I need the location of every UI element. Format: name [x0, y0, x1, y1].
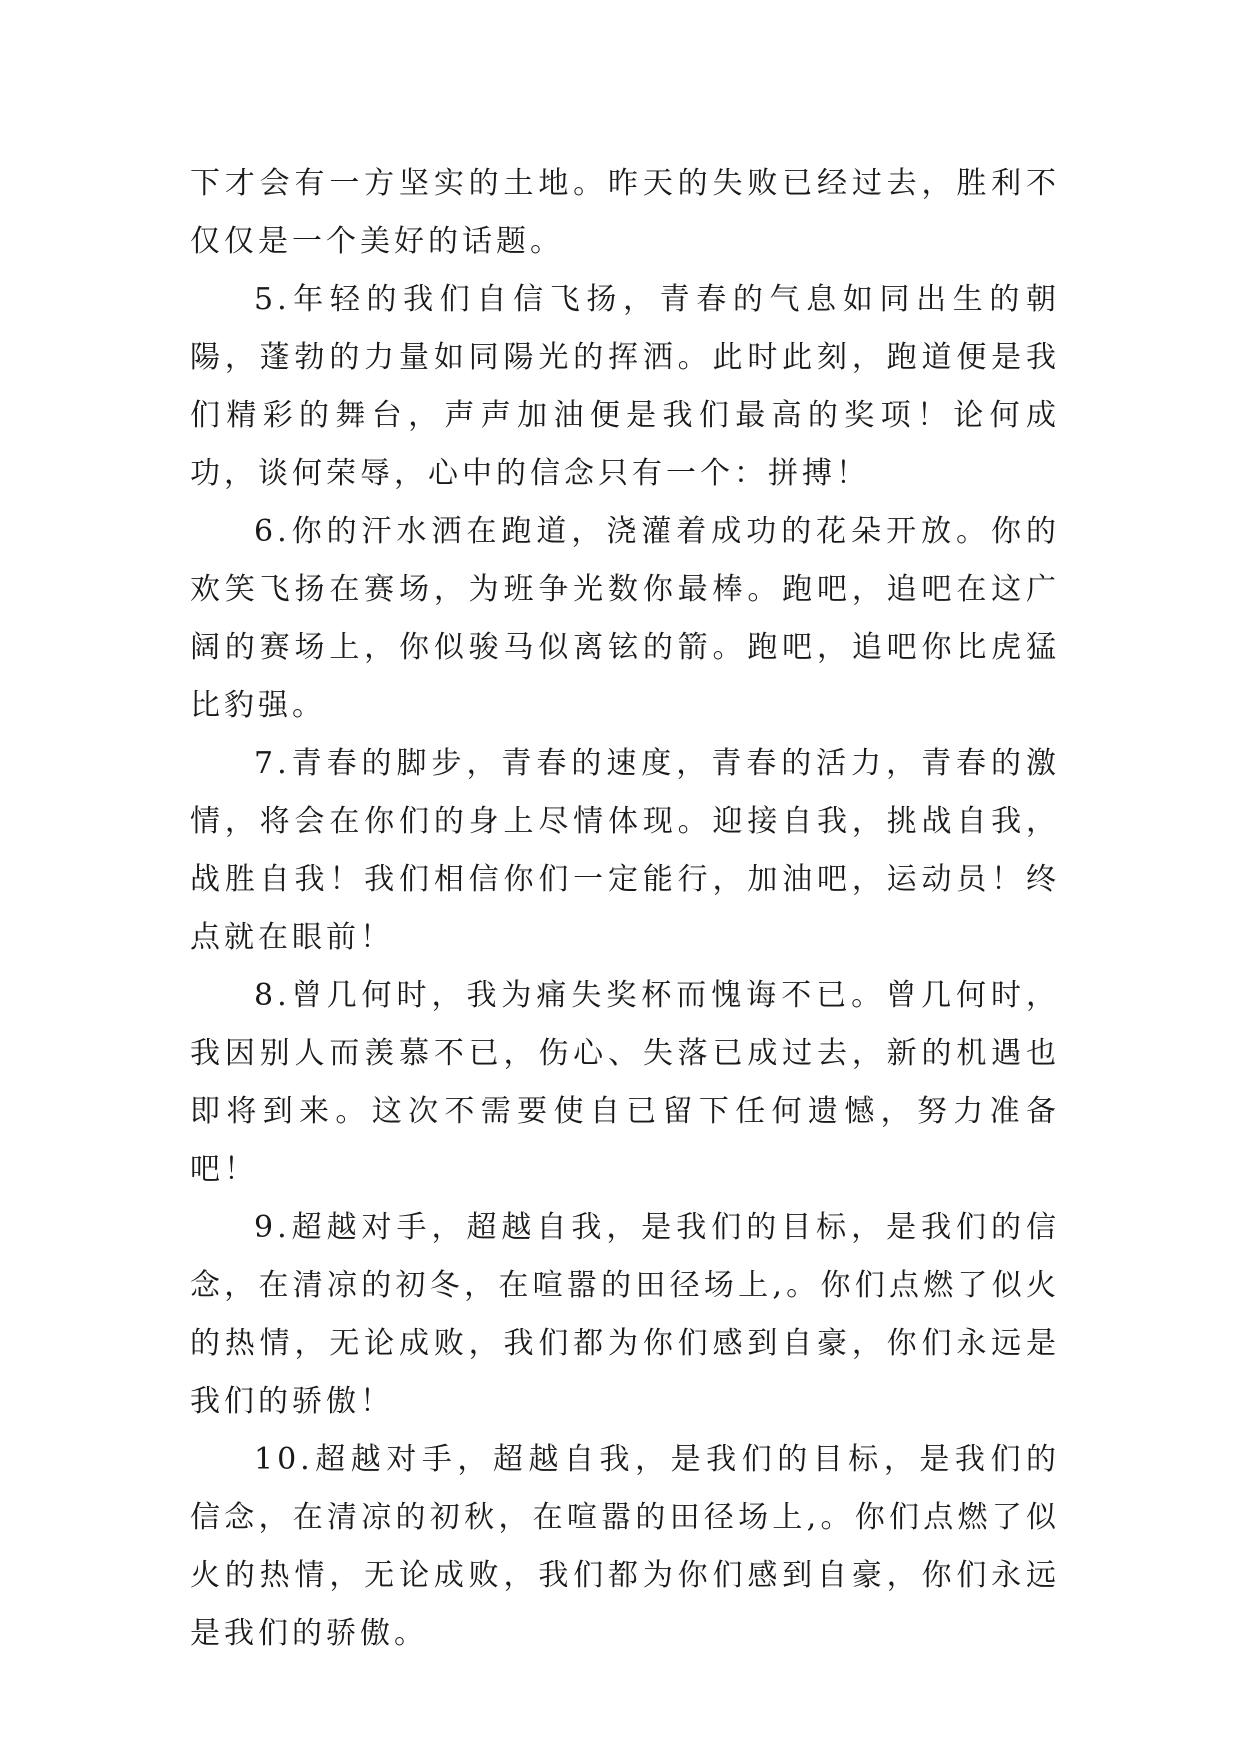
paragraph-item-8: 8.曾几何时，我为痛失奖杯而愧诲不已。曾几何时，我因别人而羡慕不已，伤心、失落已成过去，新的机遇也即将到来。这次不需要使自已留下任何遗憾，努力准备吧！	[190, 978, 1060, 1187]
paragraph-item-5: 5.年轻的我们自信飞扬，青春的气息如同出生的朝陽，蓬勃的力量如同陽光的挥洒。此时此刻，跑道便是我们精彩的舞台，声声加油便是我们最高的奖项！论何成功，谈何荣辱，心中的信念只有一个：拼搏！	[190, 282, 1060, 491]
paragraph-item-9: 9.超越对手，超越自我，是我们的目标，是我们的信念，在清凉的初冬，在喧嚣的田径场上,。你们点燃了似火的热情，无论成败，我们都为你们感到自豪，你们永远是我们的骄傲！	[190, 1210, 1060, 1419]
paragraph-item-7: 7.青春的脚步，青春的速度，青春的活力，青春的激情，将会在你们的身上尽情体现。迎接自我，挑战自我，战胜自我！我们相信你们一定能行，加油吧，运动员！终点就在眼前！	[190, 746, 1060, 955]
paragraph-continued: 下才会有一方坚实的土地。昨天的失败已经过去，胜利不仅仅是一个美好的话题。	[190, 166, 1060, 259]
paragraph-item-10: 10.超越对手，超越自我，是我们的目标，是我们的信念，在清凉的初秋，在喧嚣的田径场上,。你们点燃了似火的热情，无论成败，我们都为你们感到自豪，你们永远是我们的骄傲。	[190, 1442, 1060, 1651]
document-body	[190, 155, 1060, 1663]
paragraph-item-6: 6.你的汗水洒在跑道，浇灌着成功的花朵开放。你的欢笑飞扬在赛场，为班争光数你最棒。跑吧，追吧在这广阔的赛场上，你似骏马似离铉的箭。跑吧，追吧你比虎猛比豹强。	[190, 514, 1060, 723]
